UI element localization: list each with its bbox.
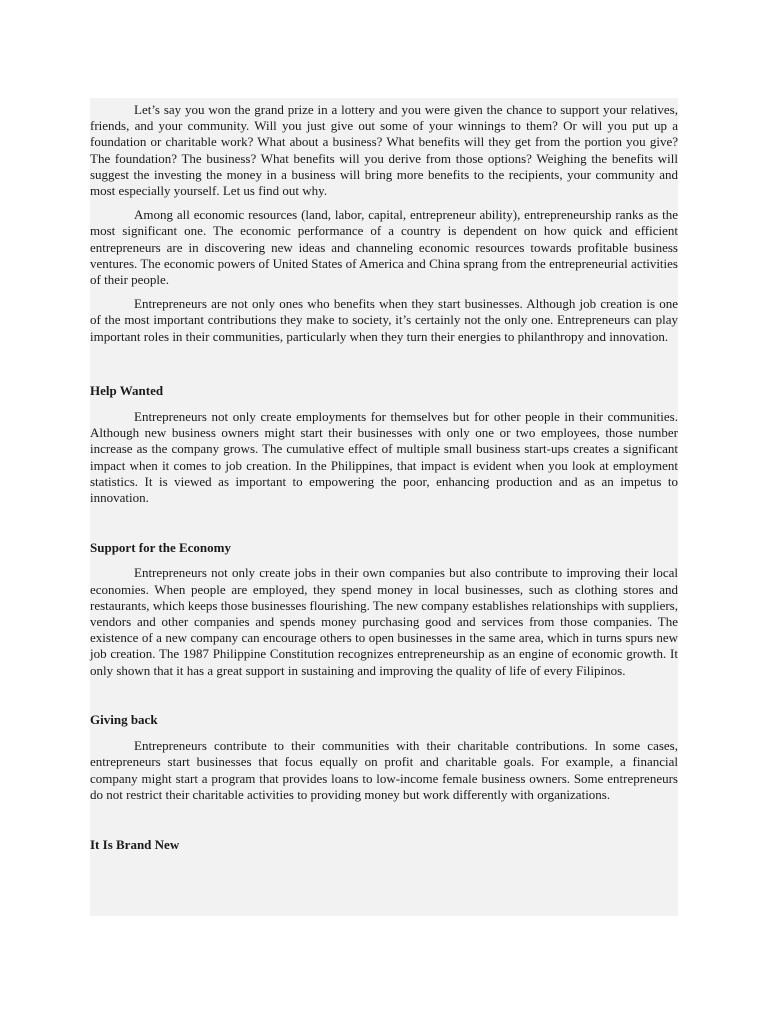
intro-paragraph-3: Entrepreneurs are not only ones who benefits when they start businesses. Although job creation is one of the most important contributions they make to society, it’s certainly not the only one. Entrepreneurs can play important roles in their communities, particularly when they turn their energies to philanthropy and innovation. (90, 296, 678, 344)
heading-support-economy: Support for the Economy (90, 540, 231, 556)
intro-paragraph-2: Among all economic resources (land, labor, capital, entrepreneur ability), entrepreneurship ranks as the most significant one. The economic performance of a country is dependent on how quick and efficient entrepreneurs are in discovering new ideas and channeling economic resources towards profitable business ventures. The economic powers of United States of America and China sprang from the entrepreneurial activities of their people. (90, 207, 678, 288)
support-economy-paragraph: Entrepreneurs not only create jobs in their own companies but also contribute to improving their local economies. When people are employed, they spend money in local businesses, such as clothing stores and restaurants, which keeps those businesses flourishing. The new company establishes relationships with suppliers, vendors and other companies and spends money purchasing good and services from those companies. The existence of a new company can encourage others to open businesses in the same area, which in turns spurs new job creation. The 1987 Philippine Constitution recognizes entrepreneurship as an engine of economic growth. It only shown that it has a great support in sustaining and improving the quality of life of every Filipinos. (90, 565, 678, 678)
document-content (90, 102, 678, 853)
heading-brand-new: It Is Brand New (90, 836, 180, 852)
intro-paragraph-1: Let’s say you won the grand prize in a lottery and you were given the chance to support your relatives, friends, and your community. Will you just give out some of your winnings to them? Or will you put up a foundation or charitable work? What about a business? What benefits will they get from the portion you give? The foundation? The business? What benefits will you derive from those options? Weighing the benefits will suggest the investing the money in a business will bring more benefits to the recipients, your community and most especially yourself. Let us find out why. (90, 102, 678, 199)
help-wanted-paragraph: Entrepreneurs not only create employments for themselves but for other people in their communities. Although new business owners might start their businesses with only one or two employees, those number increase as the company grows. The cumulative effect of multiple small business start-ups creates a significant impact when it comes to job creation. In the Philippines, that impact is evident when you look at employment statistics. It is viewed as important to empowering the poor, enhancing production and as an impetus to innovation. (90, 409, 678, 506)
giving-back-paragraph: Entrepreneurs contribute to their communities with their charitable contributions. In some cases, entrepreneurs start businesses that focus equally on profit and charitable goals. For example, a financial company might start a program that provides loans to low-income female business owners. Some entrepreneurs do not restrict their charitable activities to providing money but work differently with organizations. (90, 738, 678, 802)
heading-giving-back: Giving back (90, 711, 158, 727)
heading-help-wanted: Help Wanted (90, 382, 164, 398)
